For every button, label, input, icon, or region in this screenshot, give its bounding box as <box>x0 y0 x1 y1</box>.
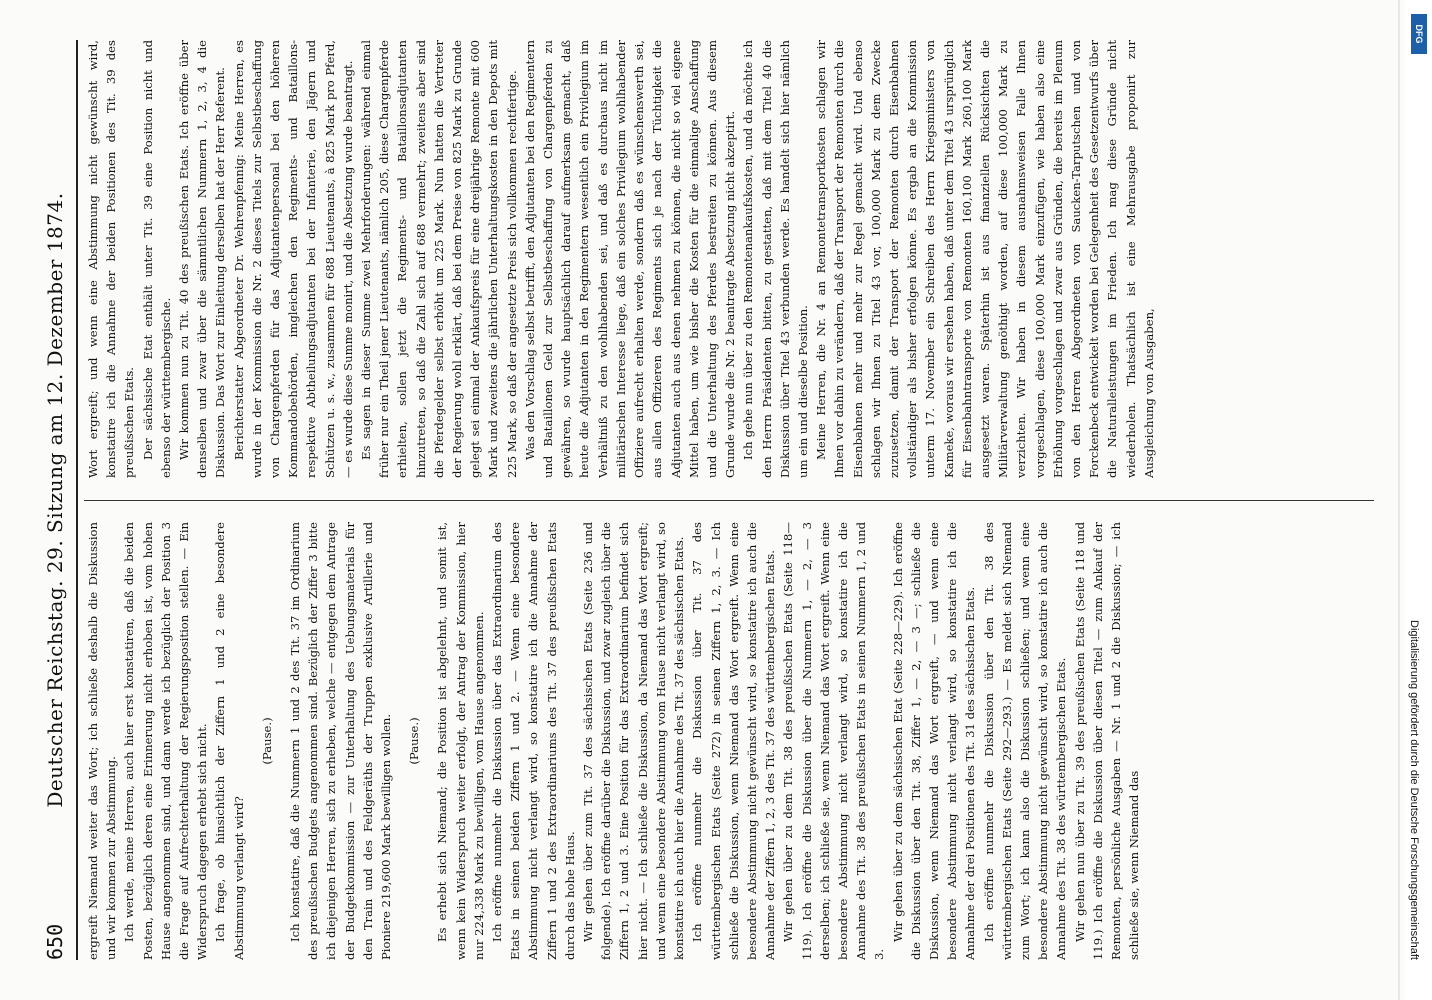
paragraph: Was den Vorschlag selbst betrifft, den Adjutanten bei den Regimentern und Bataillonen Geld zur Selbstbeschaffung von Chargenpferden zu gewähren, so wurde hauptsächlich darauf aufmerksam gemacht, daß heute die Adjutanten in den Regimentern wesentlich ein Privilegium im Verhältniß zu den wohlhabenden sei, und daß es durchaus nicht im militärischen Interesse liege, daß ein solches Privilegium wohlhabender Offiziere aufrecht erhalten werde, sondern daß es wünschenswerth sei, aus allen Offizieren des Regiments sich je nach der Tüchtigkeit die Adjutanten auch aus denen nehmen zu können, die nicht so viel eigene Mittel haben, um wie bisher die Kosten für die einmalige Anschaffung und die Unterhaltung des Pferdes bestreiten zu können. Aus diesem Grunde wurde die Nr. 2 beantragte Absetzung nicht akzeptirt. <box>522 40 738 478</box>
pause-note: (Pause.) <box>407 717 422 765</box>
paragraph: Wir gehen über zum Tit. 37 des sächsischen Etats (Seite 236 und folgende). Ich eröffne darüber die Diskussion, und zwar zugleich über die Ziffern 1, 2 und 3. Eine Position für das Extraordinarium befindet sich hier nicht. — Ich schließe die Diskussion, da Niemand das Wort ergreift; und wenn eine besondere Abstimmung vom Hause nicht verlangt wird, so konstatire ich auch hier die Annahme des Tit. 37 des sächsischen Etats. <box>581 522 687 960</box>
paragraph: Es sagen in dieser Summe zwei Mehrforderungen: während einmal früher nur ein Theil jener Lieutenants, nämlich 205, diese Chargenpferde erhielten, sollen jetzt die Regiments- und Bataillonsadjutanten hinzutreten, so daß die Zahl sich auf 688 vermehrt; zweitens aber sind die Pferdegelder selbst erhöht um 225 Mark. Nun hatten die Vertreter der Regierung wohl erklärt, daß bei dem Preise von 825 Mark zu Grunde gelegt sei einmal der Ankaufspreis für eine dreijährige Remonte mit 600 Mark und zweitens die jährlichen Unterhaltungskosten in den Depots mit 225 Mark, so daß der angesetzte Preis sich vollkommen rechtfertige. <box>359 40 519 478</box>
paragraph: Ich konstatire, daß die Nummern 1 und 2 des Tit. 37 im Ordinarium des preußischen Budgets angenommen sind. Bezüglich der Ziffer 3 bitte ich diejenigen Herren, sich zu erheben, welche — entgegen dem Antrage der Budgetkommission — zur Unterhaltung des Uebungsmaterials für den Train und des Feldgeräths der Truppen exklusive Artillerie und Pioniere 219,600 Mark bewilligen wollen. <box>288 522 394 960</box>
paragraph: Ich werde, meine Herren, auch hier erst konstatiren, daß die beiden Posten, bezüglich deren eine Erinnerung nicht erhoben ist, vom hohen Hause angenommen sind, und dann werde ich bezüglich der Position 3 die Frage auf Aufrechterhaltung der Regierungsposition stellen. — Ein Widerspruch dagegen erhebt sich nicht. <box>122 522 210 960</box>
paragraph: Ich frage, ob hinsichtlich der Ziffern 1 und 2 eine besondere Abstimmung verlangt wird? <box>213 522 246 960</box>
paragraph: Wir gehen nun über zu Tit. 39 des preußischen Etats (Seite 118 und 119.) Ich eröffne die Diskussion über diesen Titel — zum Ankauf der Remonten, persönliche Ausgaben — Nr. 1 und 2 die Diskussion; — ich schließe sie, wenn Niemand das <box>1072 522 1142 960</box>
header-rule <box>76 40 78 960</box>
paragraph: Berichterstatter Abgeordneter Dr. Wehrenpfennig: Meine Herren, es wurde in der Kommission die Nr. 2 dieses Titels zur Selbstbeschaffung von Chargenpferden für das Adjutantenpersonal bei den höheren Kommandobehörden, imgleichen den Regiments- und Bataillons- respektive Abtheilungsadjutanten bei der Infanterie, den Jägern und Schützen u. s. w., zusammen für 688 Lieutenants, à 825 Mark pro Pferd, — es wurde diese Summe monirt, und die Absetzung wurde beantragt. <box>231 40 355 478</box>
paragraph: Ich gehe nun über zu den Remontenankaufskosten, und da möchte ich den Herrn Präsidenten bitten, zu gestatten, daß mit dem Titel 40 die Diskussion über Titel 43 verbunden werde. Es handelt sich hier nämlich um ein und dieselbe Position. <box>741 40 810 478</box>
paragraph: ergreift Niemand weiter das Wort; ich schließe deshalb die Diskussion und wir kommen zur Abstimmung. <box>86 522 119 960</box>
page-header <box>38 40 72 960</box>
paragraph: Wir gehen über zu dem sächsischen Etat (Seite 228—229). Ich eröffne die Diskussion über den Tit. 38, Ziffer 1, — 2, — 3 —; schließe die Diskussion, wenn Niemand das Wort ergreift, — und wenn eine besondere Abstimmung nicht verlangt wird, so konstatire ich die Annahme der drei Positionen des Tit. 31 des sächsischen Etats. <box>890 522 978 960</box>
digitization-credit <box>1408 0 1432 1000</box>
paragraph: Ich eröffne nunmehr die Diskussion über das Extraordinarium des Etats in seinen beiden Ziffern 1 und 2. — Wenn eine besondere Abstimmung nicht verlangt wird, so konstatire ich die Annahme der Ziffern 1 und 2 des Extraordinariums des Tit. 37 des preußischen Etats durch das hohe Haus. <box>490 522 577 960</box>
paragraph: Wort ergreift; und wenn eine Abstimmung nicht gewünscht wird, konstatire ich die Annahme der beiden Positionen des Tit. 39 des preußischen Etats. <box>86 40 137 478</box>
column-divider <box>84 500 1374 501</box>
page-number: 650 <box>43 923 67 960</box>
paragraph: Meine Herren, die Nr. 4 an Remontetransportkosten schlagen wir Ihnen vor dahin zu verändern, daß der Transport der Remonten durch die Eisenbahnen mehr und mehr zur Regel gemacht wird. Und ebenso schlagen wir Ihnen zu Titel 43 vor, 100,000 Mark zu dem Zwecke zuzusetzen, damit der Transport der Remonten durch Eisenbahnen vollständiger als bisher erfolgen könne. Es ergab an die Kommission unterm 17. November ein Schreiben des Herrn Kriegsministers von Kameke, woraus wir ersehen haben, daß unter dem Titel 43 ursprünglich für Eisenbahntransporte von Remonten 160,100 Mark 260,100 Mark ausgesetzt waren. Späterhin ist aus finanziellen Rücksichten die Militärverwaltung genöthigt worden, auf diese 100,000 Mark zu verzichten. Wir haben in diesem ausnahmsweisen Falle Ihnen vorgeschlagen, diese 100,000 Mark einzufügen, wie haben also eine Erhöhung vorgeschlagen und zwar aus Gründen, die bereits im Plenum von den Herren Abgeordneten von Saucken-Tarputschen und von Forckenbeck entwickelt worden bei Gelegenheit des Gesetzentwurfs über die Naturalleistungen im Frieden. Ich mag diese Gründe nicht wiederholen. Thatsächlich ist eine Mehrausgabe proponirt zur Ausgleichung von Ausgaben, <box>814 40 1156 478</box>
left-column <box>84 522 1384 960</box>
paragraph: Ich eröffne nunmehr die Diskussion über den Tit. 38 des württembergischen Etats (Seite 292—293.) — Es meldet sich Niemand zum Wort; ich kann also die Diskussion schließen; und wenn eine besondere Abstimmung nicht gewünscht wird, so konstatire ich auch die Annahme des Tit. 38 des württembergischen Etats. <box>981 522 1069 960</box>
dfg-logo-text: DFG <box>1414 24 1424 44</box>
paragraph: Der sächsische Etat enthält unter Tit. 39 eine Position nicht und ebenso der württembergische. <box>140 40 173 478</box>
page-title: Deutscher Reichstag. 29. Sitzung am 12. Dezember 1874. <box>43 192 67 808</box>
scan-edge <box>1398 0 1400 1000</box>
right-column <box>84 40 1384 478</box>
paragraph: Wir kommen nun zu Tit. 40 des preußischen Etats. Ich eröffne über denselben und zwar über die sämmtlichen Nummern 1, 2, 3, 4 die Diskussion. Das Wort zur Einleitung derselben hat der Herr Referent. <box>177 40 228 478</box>
pause-note: (Pause.) <box>259 717 274 765</box>
paragraph: Ich eröffne nunmehr die Diskussion über Tit. 37 des württembergischen Etats (Seite 272) in seinen Ziffern 1, 2, 3. — Ich schließe die Diskussion, wenn Niemand das Wort ergreift. Wenn eine besondere Abstimmung nicht gewünscht wird, so konstatire ich auch die Annahme der Ziffern 1, 2, 3 des Tit. 37 des württembergischen Etats. <box>690 522 778 960</box>
paragraph: Es erhebt sich Niemand; die Position ist abgelehnt, und somit ist, wenn kein Widerspruch weiter erfolgt, der Antrag der Kommission, hier nur 224,338 Mark zu bewilligen, vom Hause angenommen. <box>435 522 486 960</box>
paragraph: Wir gehen über zu dem Tit. 38 des preußischen Etats (Seite 118—119). Ich eröffne die Diskussion über die Nummern 1, — 2, — 3 derselben; ich schließe sie, wenn Niemand das Wort ergreift. Wenn eine besondere Abstimmung nicht verlangt wird, so konstatire ich die Annahme des Tit. 38 des preußischen Etats in seinen Nummern 1, 2 und 3. <box>781 522 887 960</box>
credit-text: Digitalisierung gefördert durch die Deutsche Forschungsgemeinschaft <box>1408 620 1420 960</box>
